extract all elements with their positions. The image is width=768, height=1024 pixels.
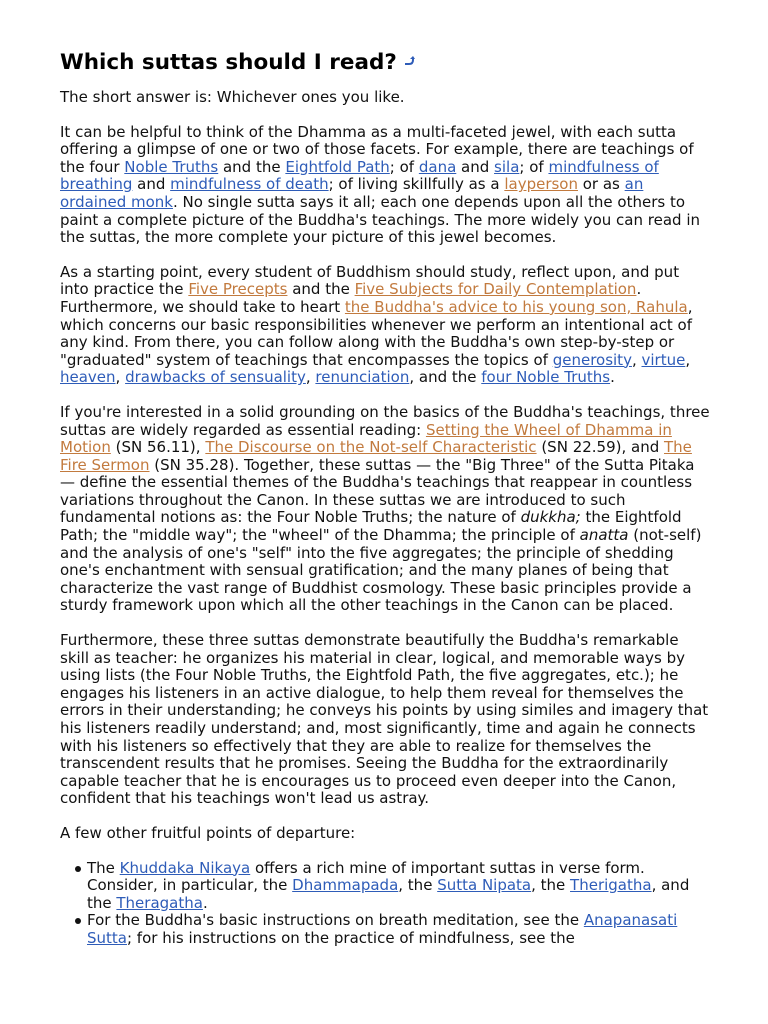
text-run: If you're interested in a solid grounding on the basics of the Buddha's teachings, three suttas are widely regarded as essential reading: (60, 402, 710, 439)
link-virtue[interactable]: virtue (641, 350, 686, 369)
text-run: , which concerns our basic responsibilities whenever we perform an intentional act of any kind. From there, you can follow along with the Buddha's own step-by-step or "graduated" system of teachings that encompasses the topics of (60, 297, 693, 369)
text-run: For the Buddha's basic instructions on breath meditation, see the (87, 911, 584, 930)
text-run: and (456, 157, 495, 176)
page-title-text: Which suttas should I read? (60, 50, 397, 75)
text-run: and the (218, 157, 286, 176)
text-run: , and the (409, 368, 482, 387)
link-sutta-nipata[interactable]: Sutta Nipata (437, 876, 532, 895)
text-run: As a starting point, every student of Buddhism should study, reflect upon, and put into practice the (60, 262, 680, 299)
link-anapanasati-sutta[interactable]: Anapanasati Sutta (87, 911, 678, 947)
text-run: . No single sutta says it all; each one depends upon all the others to paint a complete picture of the Buddha's teachings. The more widely you can read in the suttas, the more complete your picture of this jewel becomes. (60, 192, 700, 247)
text-run: . Furthermore, we should take to heart (60, 280, 642, 316)
text-run: , (305, 368, 316, 387)
link-noble-truths[interactable]: Noble Truths (124, 157, 219, 176)
term-dukkha: dukkha; (520, 508, 581, 527)
return-arrow-icon[interactable] (403, 46, 415, 76)
link-mindfulness-of-death[interactable]: mindfulness of death (170, 175, 329, 194)
text-run: or as (577, 175, 625, 194)
text-run: ; of (519, 157, 549, 176)
bullet-dot-icon (75, 918, 81, 924)
link-layperson[interactable]: layperson (504, 175, 578, 194)
link-fire-sermon[interactable]: The Fire Sermon (60, 438, 692, 474)
link-advice-to-rahula[interactable]: the Buddha's advice to his young son, Rahula (344, 297, 688, 316)
link-khuddaka-nikaya[interactable]: Khuddaka Nikaya (119, 858, 251, 877)
text-run: , (685, 350, 691, 369)
text-run: offers a rich mine of important suttas in verse form. Consider, in particular, the (87, 858, 645, 895)
text-run: ; of (389, 157, 419, 176)
text-run: . (202, 893, 208, 912)
link-therigatha[interactable]: Therigatha (570, 876, 652, 895)
link-ordained-monk[interactable]: an ordained monk (60, 175, 644, 211)
text-run: . (610, 368, 615, 387)
text-run: ; for his instructions on the practice of mindfulness, see the (126, 928, 575, 947)
departure-list (60, 860, 710, 948)
link-five-precepts[interactable]: Five Precepts (188, 280, 288, 299)
jewel-paragraph (60, 124, 710, 247)
text-run: , (631, 350, 642, 369)
link-renunciation[interactable]: renunciation (315, 368, 410, 387)
link-dhammapada[interactable]: Dhammapada (292, 876, 399, 895)
link-wheel-of-dhamma[interactable]: Setting the Wheel of Dhamma in Motion (60, 420, 672, 457)
text-run: (SN 22.59), and (536, 438, 665, 457)
text-run: The (87, 858, 120, 877)
text-run: , (115, 368, 126, 387)
bullet-dot-icon (75, 866, 81, 872)
text-run: (SN 35.28). Together, these suttas — the "Big Three" of the Sutta Pitaka — define the essential themes of the Buddha's teachings that reappear in countless variations throughout the Canon. In these suttas we are introduced to such fundamental notions as: the Four Noble Truths; the nature of (60, 455, 695, 527)
text-run: , the (398, 876, 438, 895)
link-sila[interactable]: sila (494, 157, 520, 176)
text-run: (SN 56.11), (110, 438, 206, 457)
link-generosity[interactable]: generosity (552, 350, 632, 369)
text-run: and (132, 175, 171, 194)
link-four-noble-truths[interactable]: four Noble Truths (481, 368, 611, 387)
link-not-self-characteristic[interactable]: The Discourse on the Not-self Characteristic (205, 438, 537, 457)
text-run: (not-self) and the analysis of one's "self" into the five aggregates; the principle of shedding one's enchantment with sensual gratification; and the many planes of being that characterize the vast range of Buddhist cosmology. These basic principles provide a sturdy framework upon which all the other teachings in the Canon can be placed. (60, 526, 702, 615)
article (60, 48, 710, 948)
text-run: and the (287, 280, 355, 299)
list-item (87, 860, 710, 913)
link-mindfulness-of-breathing[interactable]: mindfulness of breathing (60, 157, 659, 194)
text-run: It can be helpful to think of the Dhamma as a multi-faceted jewel, with each sutta offering a glimpse of one or two of those facets. For example, there are teachings of the four (60, 122, 694, 176)
term-anatta: anatta (579, 526, 629, 545)
link-five-subjects[interactable]: Five Subjects for Daily Contemplation (354, 280, 637, 299)
viewport-cutoff (0, 977, 768, 1024)
link-eightfold-path[interactable]: Eightfold Path (285, 157, 390, 176)
teacher-paragraph: Furthermore, these three suttas demonstrate beautifully the Buddha's remarkable skill as teacher: he organizes his material in clear, logical, and memorable ways by using lists (the Four Noble Truths, the Eightfold Path, the five aggregates, etc.); he engages his listeners in an active dialogue, to help them reveal for themselves the errors in their understanding; he conveys his points by using similes and imagery that his listeners readily understand; and, most significantly, time and again he connects with his listeners so effectively that they are able to realize for themselves the transcendent results that he promises. Seeing the Buddha for the extraordinarily capable teacher that he is encourages us to proceed even deeper into the Canon, confident that his teachings won't lead us astray. (60, 631, 709, 808)
starting-point-paragraph (60, 264, 710, 387)
text-run: , the (531, 876, 571, 895)
departure-paragraph: A few other fruitful points of departure: (60, 823, 356, 842)
link-drawbacks-of-sensuality[interactable]: drawbacks of sensuality (125, 368, 306, 387)
link-dana[interactable]: dana (418, 157, 457, 176)
link-heaven[interactable]: heaven (60, 368, 116, 387)
text-run: , and the (87, 876, 690, 912)
page-title (60, 48, 710, 78)
link-theragatha[interactable]: Theragatha (116, 893, 203, 912)
text-run: the Eightfold Path; the "middle way"; the "wheel" of the Dhamma; the principle of (60, 508, 682, 545)
list-item (87, 912, 710, 947)
text-run: ; of living skillfully as a (328, 175, 505, 194)
big-three-paragraph (60, 404, 710, 615)
intro-paragraph: The short answer is: Whichever ones you like. (60, 88, 405, 106)
